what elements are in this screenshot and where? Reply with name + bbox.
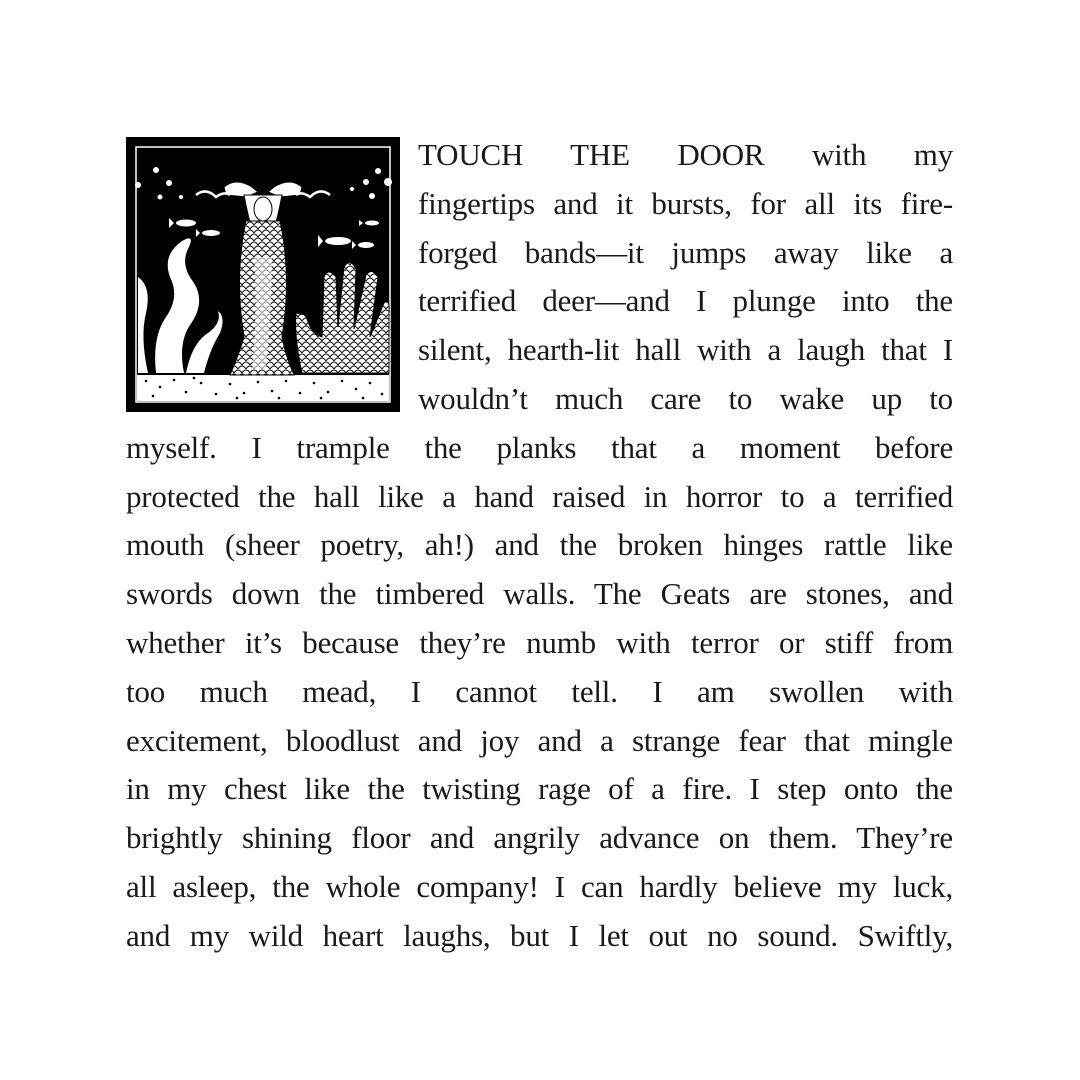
paragraph-line: and my wild heart laughs, but I let out no sound. Swiftly, bbox=[126, 918, 953, 953]
illuminated-letter-i-icon bbox=[126, 137, 400, 412]
paragraph-line: silent, hearth-lit hall with a laugh that I bbox=[418, 332, 953, 367]
paragraph-line: all asleep, the whole company! I can hardly believe my luck, bbox=[126, 869, 953, 904]
paragraph-line: brightly shining floor and angrily advance on them. They’re bbox=[126, 820, 953, 855]
paragraph-line: protected the hall like a hand raised in horror to a terrified bbox=[126, 479, 953, 514]
paragraph-line: forged bands—it jumps away like a bbox=[418, 235, 953, 270]
drop-cap-illustration bbox=[126, 137, 400, 412]
paragraph-line: too much mead, I cannot tell. I am swollen with bbox=[126, 674, 953, 709]
paragraph-line: mouth (sheer poetry, ah!) and the broken hinges rattle like bbox=[126, 527, 953, 562]
paragraph-line: wouldn’t much care to wake up to bbox=[418, 381, 953, 416]
paragraph-line: terrified deer—and I plunge into the bbox=[418, 283, 953, 318]
paragraph-line: in my chest like the twisting rage of a fire. I step onto the bbox=[126, 771, 953, 806]
paragraph-line: whether it’s because they’re numb with terror or stiff from bbox=[126, 625, 953, 660]
paragraph-line: myself. I trample the planks that a moment before bbox=[126, 430, 953, 465]
paragraph-line: swords down the timbered walls. The Geats are stones, and bbox=[126, 576, 953, 611]
paragraph-line: excitement, bloodlust and joy and a strange fear that mingle bbox=[126, 723, 953, 758]
paragraph-line: TOUCH THE DOOR with my bbox=[418, 137, 953, 172]
paragraph-line: fingertips and it bursts, for all its fire- bbox=[418, 186, 953, 221]
